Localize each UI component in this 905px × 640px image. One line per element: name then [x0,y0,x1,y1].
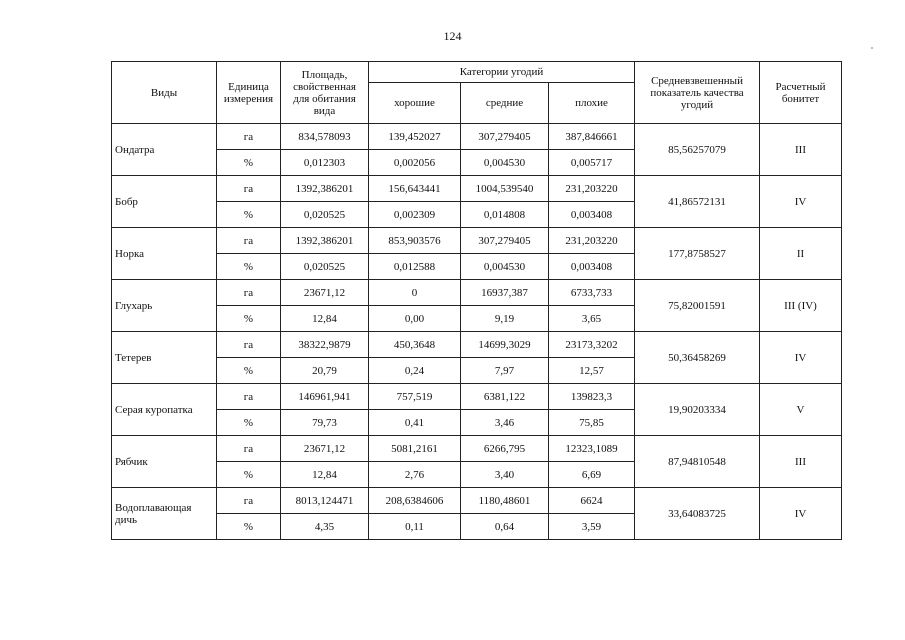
medium-percent: 0,64 [461,514,549,540]
good-percent: 0,002309 [369,202,461,228]
weighted-quality-value: 177,8758527 [635,228,760,280]
poor-value: 387,846661 [549,124,635,150]
medium-value: 307,279405 [461,124,549,150]
unit-cell: га [217,280,281,306]
unit-cell: % [217,202,281,228]
weighted-quality-value: 41,86572131 [635,176,760,228]
area-value: 23671,12 [281,436,369,462]
species-name: Рябчик [112,436,217,488]
poor-value: 6624 [549,488,635,514]
medium-percent: 3,46 [461,410,549,436]
table-row [112,488,842,514]
header-bonitet: Расчетный бонитет [760,62,842,124]
poor-value: 23173,3202 [549,332,635,358]
header-area: Площадь, свойственная для обитания вида [281,62,369,124]
area-value: 38322,9879 [281,332,369,358]
area-value: 1392,386201 [281,176,369,202]
header-good: хорошие [369,83,461,124]
table-row [112,228,842,254]
medium-value: 6381,122 [461,384,549,410]
unit-cell: га [217,488,281,514]
area-percent: 0,012303 [281,150,369,176]
area-value: 8013,124471 [281,488,369,514]
bonitet-value: IV [760,488,842,540]
unit-cell: % [217,514,281,540]
weighted-quality-value: 33,64083725 [635,488,760,540]
poor-percent: 0,003408 [549,254,635,280]
table-row [112,332,842,358]
weighted-quality-value: 50,36458269 [635,332,760,384]
species-name: Бобр [112,176,217,228]
species-name: Серая куропатка [112,384,217,436]
unit-cell: % [217,410,281,436]
unit-cell: га [217,176,281,202]
area-percent: 4,35 [281,514,369,540]
weighted-quality-value: 85,56257079 [635,124,760,176]
habitat-quality-table [111,61,842,540]
poor-percent: 12,57 [549,358,635,384]
medium-value: 1180,48601 [461,488,549,514]
header-categories: Категории угодий [369,62,635,83]
good-percent: 0,00 [369,306,461,332]
medium-percent: 9,19 [461,306,549,332]
medium-value: 1004,539540 [461,176,549,202]
area-value: 146961,941 [281,384,369,410]
bonitet-value: III (IV) [760,280,842,332]
table-row [112,176,842,202]
poor-percent: 3,65 [549,306,635,332]
poor-value: 231,203220 [549,228,635,254]
bonitet-value: V [760,384,842,436]
header-poor: плохие [549,83,635,124]
area-percent: 12,84 [281,462,369,488]
area-percent: 0,020525 [281,202,369,228]
good-percent: 0,002056 [369,150,461,176]
unit-cell: % [217,254,281,280]
page-number: 124 [443,29,462,43]
medium-percent: 0,014808 [461,202,549,228]
unit-cell: % [217,358,281,384]
area-value: 834,578093 [281,124,369,150]
bonitet-value: III [760,436,842,488]
poor-percent: 3,59 [549,514,635,540]
poor-value: 139823,3 [549,384,635,410]
poor-value: 6733,733 [549,280,635,306]
area-value: 23671,12 [281,280,369,306]
species-name: Норка [112,228,217,280]
weighted-quality-value: 75,82001591 [635,280,760,332]
poor-percent: 0,003408 [549,202,635,228]
good-value: 853,903576 [369,228,461,254]
good-value: 5081,2161 [369,436,461,462]
good-percent: 0,24 [369,358,461,384]
poor-percent: 0,005717 [549,150,635,176]
good-value: 208,6384606 [369,488,461,514]
good-value: 139,452027 [369,124,461,150]
bonitet-value: III [760,124,842,176]
medium-value: 16937,387 [461,280,549,306]
table-body [112,124,842,540]
medium-percent: 0,004530 [461,254,549,280]
good-percent: 2,76 [369,462,461,488]
table-row [112,436,842,462]
good-percent: 0,11 [369,514,461,540]
good-value: 757,519 [369,384,461,410]
unit-cell: % [217,462,281,488]
area-value: 1392,386201 [281,228,369,254]
bonitet-value: IV [760,332,842,384]
species-name: Тетерев [112,332,217,384]
medium-value: 14699,3029 [461,332,549,358]
good-percent: 0,41 [369,410,461,436]
good-value: 450,3648 [369,332,461,358]
poor-percent: 75,85 [549,410,635,436]
header-unit: Единица измерения [217,62,281,124]
medium-value: 6266,795 [461,436,549,462]
medium-percent: 7,97 [461,358,549,384]
unit-cell: га [217,384,281,410]
unit-cell: % [217,306,281,332]
medium-value: 307,279405 [461,228,549,254]
unit-cell: га [217,436,281,462]
bonitet-value: IV [760,176,842,228]
species-name: Глухарь [112,280,217,332]
unit-cell: га [217,332,281,358]
bonitet-value: II [760,228,842,280]
poor-percent: 6,69 [549,462,635,488]
header-weighted-quality: Средневзвешенный показатель качества угодий [635,62,760,124]
area-percent: 0,020525 [281,254,369,280]
table-row [112,124,842,150]
area-percent: 20,79 [281,358,369,384]
weighted-quality-value: 19,90203334 [635,384,760,436]
area-percent: 79,73 [281,410,369,436]
unit-cell: % [217,150,281,176]
species-name: Водоплавающая дичь [112,488,217,540]
scan-speck [871,47,873,49]
species-name: Ондатра [112,124,217,176]
good-value: 0 [369,280,461,306]
medium-percent: 0,004530 [461,150,549,176]
unit-cell: га [217,228,281,254]
medium-percent: 3,40 [461,462,549,488]
good-value: 156,643441 [369,176,461,202]
good-percent: 0,012588 [369,254,461,280]
poor-value: 12323,1089 [549,436,635,462]
header-medium: средние [461,83,549,124]
poor-value: 231,203220 [549,176,635,202]
header-species: Виды [112,62,217,124]
weighted-quality-value: 87,94810548 [635,436,760,488]
table-row [112,280,842,306]
area-percent: 12,84 [281,306,369,332]
unit-cell: га [217,124,281,150]
table-row [112,384,842,410]
